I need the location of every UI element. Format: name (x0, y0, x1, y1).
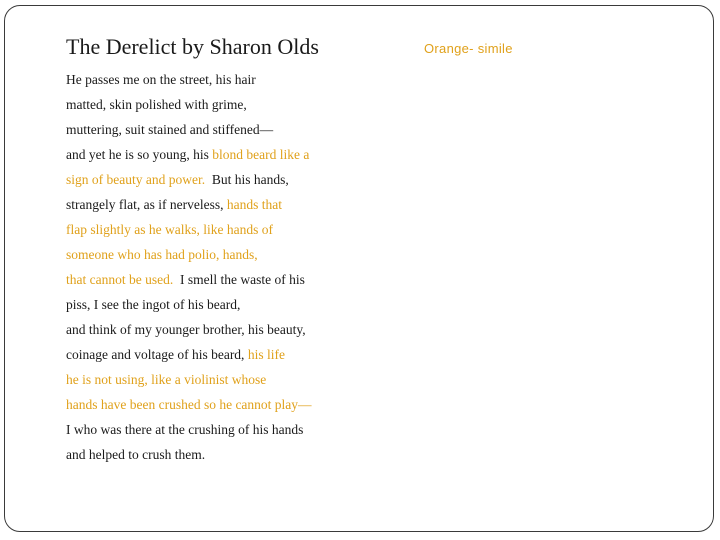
simile-text: flap slightly as he walks, like hands of (66, 222, 273, 237)
poem-title: The Derelict by Sharon Olds (66, 34, 319, 59)
simile-text: his life (247, 347, 285, 362)
poem-line (66, 317, 312, 342)
poem-text: and think of my younger brother, his beauty, (66, 322, 306, 337)
poem-text: I who was there at the crushing of his hands (66, 422, 304, 437)
poem-body (66, 67, 312, 467)
poem-text: and helped to crush them. (66, 447, 206, 462)
poem-text: and yet he is so young, his (66, 147, 213, 162)
poem-text: I smell the waste of his (173, 272, 305, 287)
simile-text: hands have been crushed so he cannot play— (66, 397, 312, 412)
poem-text: strangely flat, as if nerveless, (66, 197, 227, 212)
simile-legend: Orange- simile (424, 41, 513, 56)
simile-text: someone who has had polio, hands, (66, 247, 258, 262)
poem-line (66, 392, 312, 417)
poem-line (66, 67, 312, 92)
poem-line (66, 292, 312, 317)
simile-text: hands that (226, 197, 282, 212)
poem-text: piss, I see the ingot of his beard, (66, 297, 241, 312)
poem-text: muttering, suit stained and stiffened— (66, 122, 274, 137)
poem-line (66, 442, 312, 467)
simile-text: that cannot be used. (66, 272, 174, 287)
poem-line (66, 117, 312, 142)
poem-line (66, 167, 312, 192)
poem-text: He passes me on the street, his hair (66, 72, 256, 87)
poem-line (66, 367, 312, 392)
poem-line (66, 92, 312, 117)
poem-line (66, 192, 312, 217)
poem-text: matted, skin polished with grime, (66, 97, 247, 112)
simile-text: blond beard like a (212, 147, 310, 162)
poem-line (66, 242, 312, 267)
poem-text: But his hands, (205, 172, 289, 187)
poem-line (66, 267, 312, 292)
simile-text: sign of beauty and power. (66, 172, 206, 187)
poem-text: coinage and voltage of his beard, (66, 347, 248, 362)
poem-line (66, 142, 312, 167)
poem-line (66, 217, 312, 242)
simile-text: he is not using, like a violinist whose (66, 372, 267, 387)
poem-line (66, 342, 312, 367)
poem-line (66, 417, 312, 442)
